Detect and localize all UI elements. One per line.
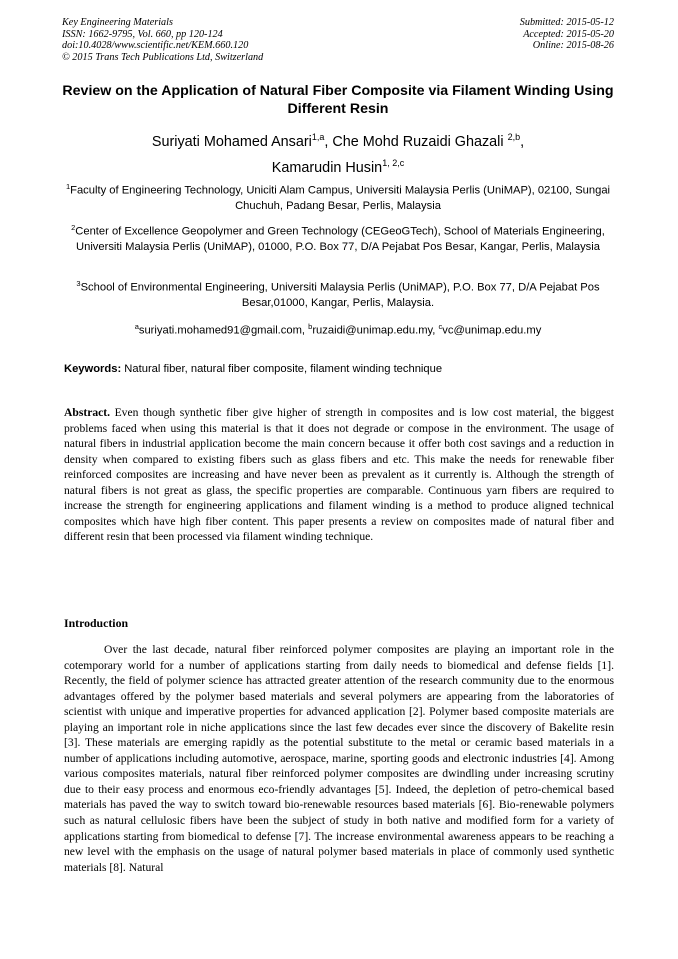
abstract bbox=[64, 405, 614, 545]
affiliation-mark: 1 bbox=[65, 182, 71, 191]
email-mark: a bbox=[134, 322, 139, 331]
keywords-label: Keywords: bbox=[64, 363, 122, 375]
section-heading-introduction: Introduction bbox=[64, 616, 129, 630]
author-affiliation-mark: 2,b bbox=[507, 132, 521, 142]
paper-title: Review on the Application of Natural Fiber Composite via Filament Winding Using Different Resin bbox=[62, 83, 614, 117]
email-mark: c bbox=[438, 322, 443, 331]
abstract-text: Even though synthetic fiber give higher of strength in composites and is low cost material, the biggest problems faced when using this material is that it does not degrade or compose in the environment. The usage of natural fibers in industrial application become the main concern because it offer both cost savings and a reduction in density when compared to existing fibers such as glass fibers and etc. This make the needs for renewable fiber reinforced composites are increasing and have never been as prevalent as it currently is. Although the strength of natural fibers is not great as glass, the specific properties are comparable. Continuous yarn fibers are required to increase the strength for engineering applications and filament winding is a method to produce aligned technical composites which have high fiber content. This paper presents a review on composites made of natural fiber and different resin that been processed via filament winding technique. bbox=[64, 406, 614, 544]
email-address: vc@unimap.edu.my bbox=[442, 324, 542, 337]
journal-name: Key Engineering Materials bbox=[62, 17, 173, 28]
keywords bbox=[64, 362, 614, 378]
journal-doi: doi:10.4028/www.scientific.net/KEM.660.120 bbox=[62, 40, 249, 52]
author-list: Suriyati Mohamed Ansari$^{1,a}$, Che Mohd Ruzaidi Ghazali $^{2,b}$, Kamarudin Husin$^{1, 2,c}$ bbox=[151, 132, 525, 176]
author-affiliation-mark: 1,a bbox=[311, 132, 325, 142]
online-date: Online: 2015-08-26 bbox=[532, 40, 614, 52]
affiliation-text: School of Environmental Engineering, Universiti Malaysia Perlis (UniMAP), P.O. Box 77, D/A Pejabat Pos Besar,01000, Kangar, Perlis, Malaysia. bbox=[80, 281, 600, 310]
journal-issn: ISSN: 1662-9795, Vol. 660, pp 120-124 bbox=[62, 28, 223, 40]
email-mark: b bbox=[308, 322, 313, 331]
author-emails bbox=[62, 319, 614, 339]
affiliation bbox=[62, 179, 614, 215]
author-affiliation-mark: 1, 2,c bbox=[382, 157, 405, 168]
submitted-date: Submitted: 2015-05-12 bbox=[519, 17, 614, 28]
affiliation bbox=[62, 276, 614, 312]
affiliation bbox=[62, 220, 614, 256]
journal-copyright: © 2015 Trans Tech Publications Ltd, Switzerland bbox=[62, 51, 264, 63]
author-name: Suriyati Mohamed Ansari bbox=[151, 133, 312, 150]
introduction-paragraph: Over the last decade, natural fiber reinforced polymer composites are playing an important role in the cotemporary world for a number of applications starting from daily needs to biomedical and defense fields [1]. Recently, the field of polymer science has attracted greater attention of the research community due to the enormous advantages offered by the polymer based materials and several polymers are appearing from the laboratories of scientist with unique and imperative properties for advanced application [2]. Polymer based composite materials are playing an important role in niche applications since the last few decades ever since the discovery of Bakelite resin [3]. These materials are emerging rapidly as the potential substitute to the metal or ceramic based materials in a number of applications including automotive, aerospace, marine, sporting goods and electronic industries [4]. Among various composites materials, natural fiber reinforced polymer composites are dwindling under increasing scrutiny due to their easy process and enormous eco-friendly advantages [5]. Indeed, the depletion of petro-chemical based materials has paved the way to switch toward bio-renewable resources based materials [6]. Bio-renewable polymers such as natural cellulosic fibers have been the subject of study in both native and modified form for a variety of applications starting from biomedical to defense [7]. The increase environmental awareness appears to be reaching a new level with the emphasis on the usage of natural polymer based materials in place of commonly used synthetic materials [8]. Natural bbox=[64, 643, 614, 874]
author-name: Kamarudin Husin bbox=[271, 159, 383, 176]
email-address: ruzaidi@unimap.edu.my, bbox=[312, 324, 439, 337]
keywords-text: Natural fiber, natural fiber composite, filament winding technique bbox=[121, 363, 443, 375]
affiliation-mark: 2 bbox=[71, 223, 76, 232]
affiliation-text: Faculty of Engineering Technology, Uniciti Alam Campus, Universiti Malaysia Perlis (UniMAP), 02100, Sungai Chuchuh, Padang Besar, Perlis, Malaysia bbox=[70, 184, 611, 213]
journal-header bbox=[62, 17, 263, 63]
affiliation-text: Center of Excellence Geopolymer and Green Technology (CEGeoGTech), School of Materials Engineering, Universiti Malaysia Perlis (UniMAP), 01000, P.O. Box 77, D/A Pejabat Pos Besar, Kangar, Perlis, Malaysia bbox=[75, 225, 605, 254]
author-name: Che Mohd Ruzaidi Ghazali bbox=[332, 133, 508, 150]
email-address: suriyati.mohamed91@gmail.com, bbox=[138, 324, 309, 337]
accepted-date: Accepted: 2015-05-20 bbox=[523, 28, 614, 40]
affiliation-mark: 3 bbox=[76, 279, 81, 288]
abstract-label: Abstract. bbox=[64, 406, 111, 419]
submission-dates bbox=[520, 17, 614, 52]
